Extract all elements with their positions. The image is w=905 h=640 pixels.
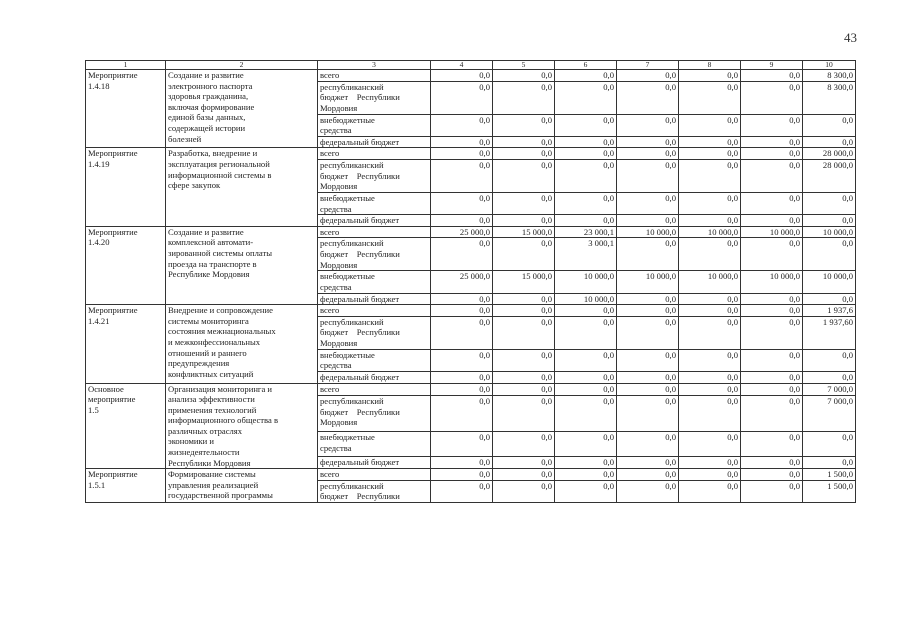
amount-cell: 15 000,0 [493, 226, 555, 238]
amount-cell: 0,0 [431, 148, 493, 160]
amount-cell: 0,0 [741, 114, 803, 136]
amount-cell: 0,0 [679, 136, 741, 148]
amount-cell: 0,0 [617, 114, 679, 136]
amount-cell: 0,0 [431, 159, 493, 192]
amount-cell: 0,0 [431, 456, 493, 469]
amount-cell: 10 000,0 [741, 271, 803, 293]
activity-code: Мероприятие 1.4.18 [86, 70, 166, 148]
amount-cell: 0,0 [741, 192, 803, 214]
activity-code: Мероприятие 1.4.20 [86, 226, 166, 304]
funding-source: всего [318, 305, 431, 317]
amount-cell: 0,0 [741, 432, 803, 456]
table-row [86, 383, 856, 396]
funding-source: республиканский бюджет Республики Мордовия [318, 238, 431, 271]
amount-cell: 0,0 [617, 238, 679, 271]
amount-cell: 0,0 [679, 81, 741, 114]
amount-cell: 0,0 [741, 469, 803, 481]
funding-source: республиканский бюджет Республики Мордовия [318, 81, 431, 114]
column-number-row [86, 61, 856, 70]
amount-cell: 0,0 [431, 349, 493, 371]
activity-code: Мероприятие 1.4.19 [86, 148, 166, 226]
amount-cell: 0,0 [493, 148, 555, 160]
amount-cell: 0,0 [679, 70, 741, 82]
amount-cell: 0,0 [555, 70, 617, 82]
amount-cell: 25 000,0 [431, 226, 493, 238]
amount-cell: 0,0 [431, 293, 493, 305]
activity-title: Организация мониторинга и анализа эффективности применения технологий информационного общества в различных отраслях экономики и жизнедеятельности Республики Мордовия [166, 383, 318, 469]
amount-cell: 0,0 [555, 148, 617, 160]
amount-cell: 0,0 [555, 316, 617, 349]
amount-cell: 0,0 [555, 215, 617, 227]
amount-cell: 28 000,0 [803, 148, 856, 160]
amount-cell: 10 000,0 [555, 293, 617, 305]
amount-cell: 0,0 [431, 383, 493, 396]
amount-cell: 0,0 [493, 238, 555, 271]
table-row [86, 305, 856, 317]
funding-source: республиканский бюджет Республики Мордовия [318, 396, 431, 432]
amount-cell: 0,0 [493, 70, 555, 82]
column-number: 9 [741, 61, 803, 70]
funding-source: внебюджетные средства [318, 114, 431, 136]
amount-cell: 10 000,0 [679, 226, 741, 238]
amount-cell: 0,0 [493, 215, 555, 227]
amount-cell: 3 000,1 [555, 238, 617, 271]
amount-cell: 0,0 [555, 432, 617, 456]
amount-cell: 0,0 [741, 215, 803, 227]
amount-cell: 0,0 [493, 136, 555, 148]
amount-cell: 0,0 [555, 159, 617, 192]
amount-cell: 0,0 [679, 192, 741, 214]
amount-cell: 0,0 [679, 114, 741, 136]
funding-source: всего [318, 148, 431, 160]
amount-cell: 0,0 [617, 293, 679, 305]
amount-cell: 0,0 [741, 238, 803, 271]
funding-source: федеральный бюджет [318, 136, 431, 148]
amount-cell: 0,0 [679, 432, 741, 456]
amount-cell: 0,0 [679, 349, 741, 371]
amount-cell: 0,0 [803, 238, 856, 271]
amount-cell: 0,0 [617, 305, 679, 317]
amount-cell: 0,0 [493, 371, 555, 383]
amount-cell: 0,0 [741, 305, 803, 317]
amount-cell: 25 000,0 [431, 271, 493, 293]
column-number: 3 [318, 61, 431, 70]
amount-cell: 0,0 [431, 136, 493, 148]
amount-cell: 0,0 [555, 305, 617, 317]
funding-source: республиканский бюджет Республики Мордовия [318, 159, 431, 192]
column-number: 5 [493, 61, 555, 70]
amount-cell: 0,0 [617, 469, 679, 481]
amount-cell: 1 937,60 [803, 316, 856, 349]
amount-cell: 0,0 [617, 383, 679, 396]
amount-cell: 7 000,0 [803, 396, 856, 432]
funding-source: федеральный бюджет [318, 456, 431, 469]
amount-cell: 10 000,0 [617, 226, 679, 238]
funding-source: федеральный бюджет [318, 215, 431, 227]
amount-cell: 0,0 [617, 159, 679, 192]
amount-cell: 7 000,0 [803, 383, 856, 396]
amount-cell: 0,0 [741, 383, 803, 396]
amount-cell: 0,0 [431, 70, 493, 82]
amount-cell: 0,0 [555, 480, 617, 502]
column-number: 7 [617, 61, 679, 70]
amount-cell: 1 937,6 [803, 305, 856, 317]
amount-cell: 0,0 [679, 371, 741, 383]
amount-cell: 0,0 [803, 192, 856, 214]
amount-cell: 0,0 [679, 480, 741, 502]
funding-source: всего [318, 383, 431, 396]
amount-cell: 0,0 [679, 238, 741, 271]
funding-source: внебюджетные средства [318, 432, 431, 456]
amount-cell: 0,0 [741, 293, 803, 305]
amount-cell: 0,0 [493, 293, 555, 305]
amount-cell: 10 000,0 [555, 271, 617, 293]
amount-cell: 0,0 [493, 81, 555, 114]
amount-cell: 0,0 [679, 159, 741, 192]
column-number: 4 [431, 61, 493, 70]
activity-code: Основное мероприятие 1.5 [86, 383, 166, 469]
amount-cell: 0,0 [431, 81, 493, 114]
amount-cell: 0,0 [555, 469, 617, 481]
activity-title: Внедрение и сопровождение системы мониторинга состояния межнациональных и межконфессиональных отношений и раннего предупреждения конфликтных ситуаций [166, 305, 318, 383]
funding-source: республиканский бюджет Республики Мордовия [318, 316, 431, 349]
amount-cell: 0,0 [617, 316, 679, 349]
amount-cell: 0,0 [431, 238, 493, 271]
table-row [86, 469, 856, 481]
amount-cell: 0,0 [493, 159, 555, 192]
amount-cell: 0,0 [741, 136, 803, 148]
amount-cell: 0,0 [803, 349, 856, 371]
funding-source: всего [318, 226, 431, 238]
amount-cell: 0,0 [741, 70, 803, 82]
amount-cell: 0,0 [431, 396, 493, 432]
column-number: 10 [803, 61, 856, 70]
amount-cell: 0,0 [741, 480, 803, 502]
amount-cell: 0,0 [803, 371, 856, 383]
amount-cell: 0,0 [431, 215, 493, 227]
amount-cell: 0,0 [803, 293, 856, 305]
activity-code: Мероприятие 1.4.21 [86, 305, 166, 383]
funding-source: внебюджетные средства [318, 349, 431, 371]
activity-title: Создание и развитие электронного паспорта здоровья гражданина, включая формирование единой базы данных, содержащей истории болезней [166, 70, 318, 148]
column-number: 2 [166, 61, 318, 70]
amount-cell: 0,0 [555, 349, 617, 371]
amount-cell: 0,0 [679, 148, 741, 160]
amount-cell: 0,0 [493, 432, 555, 456]
table-row [86, 148, 856, 160]
amount-cell: 0,0 [493, 469, 555, 481]
amount-cell: 0,0 [617, 456, 679, 469]
amount-cell: 0,0 [493, 396, 555, 432]
amount-cell: 0,0 [617, 349, 679, 371]
amount-cell: 0,0 [431, 469, 493, 481]
funding-source: республиканский бюджет Республики [318, 480, 431, 502]
funding-source: внебюджетные средства [318, 192, 431, 214]
amount-cell: 0,0 [741, 396, 803, 432]
amount-cell: 0,0 [555, 383, 617, 396]
amount-cell: 23 000,1 [555, 226, 617, 238]
amount-cell: 0,0 [679, 383, 741, 396]
table-row [86, 70, 856, 82]
amount-cell: 0,0 [803, 114, 856, 136]
amount-cell: 0,0 [617, 480, 679, 502]
budget-table [85, 60, 856, 503]
amount-cell: 0,0 [617, 81, 679, 114]
activity-title: Разработка, внедрение и эксплуатация региональной информационной системы в сфере закупок [166, 148, 318, 226]
page-number: 43 [844, 30, 857, 45]
amount-cell: 10 000,0 [741, 226, 803, 238]
amount-cell: 0,0 [617, 148, 679, 160]
amount-cell: 0,0 [493, 192, 555, 214]
amount-cell: 8 300,0 [803, 81, 856, 114]
amount-cell: 0,0 [431, 480, 493, 502]
amount-cell: 0,0 [617, 371, 679, 383]
amount-cell: 0,0 [741, 371, 803, 383]
amount-cell: 0,0 [555, 81, 617, 114]
amount-cell: 0,0 [679, 469, 741, 481]
activity-code: Мероприятие 1.5.1 [86, 469, 166, 503]
amount-cell: 0,0 [493, 114, 555, 136]
amount-cell: 0,0 [617, 215, 679, 227]
activity-title: Создание и развитие комплексной автомати- зированной системы оплаты проезда на транспорте в Республике Мордовия [166, 226, 318, 304]
amount-cell: 0,0 [431, 316, 493, 349]
amount-cell: 0,0 [803, 432, 856, 456]
amount-cell: 0,0 [679, 305, 741, 317]
column-number: 8 [679, 61, 741, 70]
amount-cell: 0,0 [431, 114, 493, 136]
amount-cell: 0,0 [431, 432, 493, 456]
amount-cell: 0,0 [493, 480, 555, 502]
amount-cell: 0,0 [741, 159, 803, 192]
amount-cell: 0,0 [555, 192, 617, 214]
table-row [86, 226, 856, 238]
amount-cell: 0,0 [493, 349, 555, 371]
column-number: 6 [555, 61, 617, 70]
amount-cell: 0,0 [803, 215, 856, 227]
funding-source: внебюджетные средства [318, 271, 431, 293]
amount-cell: 10 000,0 [803, 226, 856, 238]
funding-source: всего [318, 70, 431, 82]
amount-cell: 0,0 [679, 456, 741, 469]
amount-cell: 15 000,0 [493, 271, 555, 293]
amount-cell: 0,0 [617, 192, 679, 214]
amount-cell: 0,0 [555, 114, 617, 136]
amount-cell: 0,0 [555, 136, 617, 148]
amount-cell: 0,0 [741, 148, 803, 160]
amount-cell: 0,0 [431, 192, 493, 214]
amount-cell: 0,0 [679, 215, 741, 227]
amount-cell: 0,0 [741, 349, 803, 371]
amount-cell: 10 000,0 [679, 271, 741, 293]
amount-cell: 0,0 [679, 293, 741, 305]
amount-cell: 10 000,0 [803, 271, 856, 293]
amount-cell: 0,0 [431, 305, 493, 317]
amount-cell: 0,0 [617, 432, 679, 456]
amount-cell: 0,0 [679, 396, 741, 432]
amount-cell: 10 000,0 [617, 271, 679, 293]
amount-cell: 0,0 [679, 316, 741, 349]
amount-cell: 0,0 [741, 81, 803, 114]
funding-source: федеральный бюджет [318, 371, 431, 383]
amount-cell: 0,0 [431, 371, 493, 383]
amount-cell: 0,0 [803, 456, 856, 469]
amount-cell: 1 500,0 [803, 480, 856, 502]
amount-cell: 0,0 [617, 70, 679, 82]
amount-cell: 0,0 [493, 456, 555, 469]
amount-cell: 0,0 [555, 396, 617, 432]
amount-cell: 0,0 [803, 136, 856, 148]
funding-source: федеральный бюджет [318, 293, 431, 305]
amount-cell: 0,0 [617, 136, 679, 148]
activity-title: Формирование системы управления реализацией государственной программы [166, 469, 318, 503]
amount-cell: 28 000,0 [803, 159, 856, 192]
amount-cell: 0,0 [617, 396, 679, 432]
amount-cell: 0,0 [555, 371, 617, 383]
column-number: 1 [86, 61, 166, 70]
amount-cell: 0,0 [493, 305, 555, 317]
amount-cell: 1 500,0 [803, 469, 856, 481]
amount-cell: 8 300,0 [803, 70, 856, 82]
amount-cell: 0,0 [741, 456, 803, 469]
amount-cell: 0,0 [493, 316, 555, 349]
amount-cell: 0,0 [555, 456, 617, 469]
amount-cell: 0,0 [493, 383, 555, 396]
amount-cell: 0,0 [741, 316, 803, 349]
funding-source: всего [318, 469, 431, 481]
